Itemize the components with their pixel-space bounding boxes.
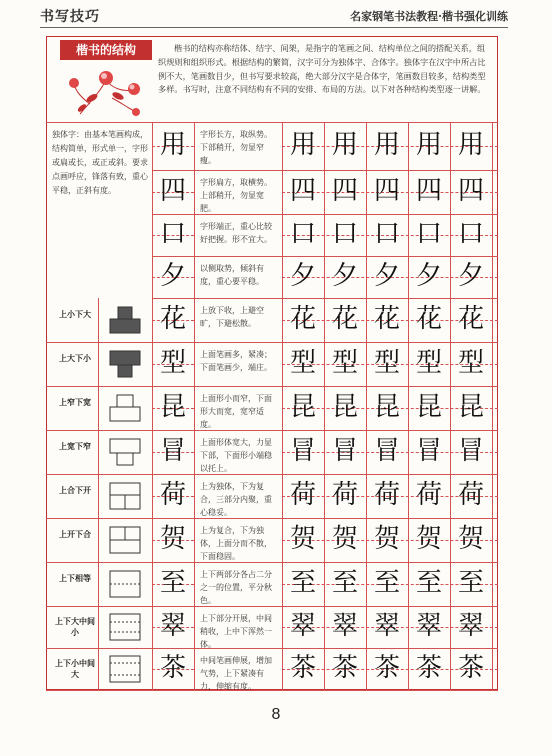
row-rule bbox=[152, 170, 498, 171]
practice-character: 夕 bbox=[415, 261, 442, 291]
structure-diagram-icon bbox=[108, 349, 142, 379]
structure-type-label: 上小下大 bbox=[59, 309, 91, 319]
structure-diagram-icon bbox=[108, 612, 142, 642]
practice-character: 贺 bbox=[457, 524, 484, 554]
practice-character: 荷 bbox=[331, 480, 358, 510]
structure-diagram-icon bbox=[108, 525, 142, 555]
practice-character: 至 bbox=[457, 568, 484, 598]
model-character: 型 bbox=[159, 348, 186, 378]
practice-character: 夕 bbox=[373, 261, 400, 291]
practice-character: 花 bbox=[331, 304, 358, 334]
practice-character: 冒 bbox=[373, 436, 400, 466]
practice-character: 夕 bbox=[289, 261, 316, 291]
practice-character: 用 bbox=[457, 130, 484, 160]
practice-character: 贺 bbox=[415, 524, 442, 554]
structure-type-label: 上下小中间大 bbox=[55, 658, 95, 679]
structure-description: 中间笔画伸展，增加气势，上下紧凑有力，伸缩有度。 bbox=[200, 656, 272, 691]
model-character: 花 bbox=[159, 304, 186, 334]
model-character: 贺 bbox=[159, 524, 186, 554]
practice-character: 用 bbox=[415, 130, 442, 160]
structure-description: 上下部分开展，中间稍收，上中下浑然一体。 bbox=[200, 614, 272, 649]
structure-diagram-icon bbox=[108, 305, 142, 335]
structure-description: 上面形小而窄，下面形大而宽，宽窄适度。 bbox=[200, 394, 272, 429]
column-rule bbox=[492, 122, 493, 690]
practice-character: 四 bbox=[457, 176, 484, 206]
structure-diagram-icon bbox=[108, 393, 142, 423]
structure-type-label: 上开下合 bbox=[59, 529, 91, 539]
practice-character: 型 bbox=[415, 348, 442, 378]
practice-character: 夕 bbox=[331, 261, 358, 291]
structure-type-label: 上宽下窄 bbox=[59, 441, 91, 451]
practice-character: 贺 bbox=[331, 524, 358, 554]
practice-character: 翠 bbox=[457, 611, 484, 641]
practice-character: 花 bbox=[373, 304, 400, 334]
flower-illustration bbox=[60, 62, 152, 120]
practice-character: 花 bbox=[415, 304, 442, 334]
practice-character: 型 bbox=[373, 348, 400, 378]
header-book-title: 名家钢笔书法教程·楷书强化训练 bbox=[350, 10, 508, 23]
practice-character: 冒 bbox=[331, 436, 358, 466]
practice-character: 至 bbox=[415, 568, 442, 598]
section-title: 楷书的结构 bbox=[60, 40, 152, 60]
structure-type-label: 上大下小 bbox=[59, 353, 91, 363]
practice-character: 夕 bbox=[457, 261, 484, 291]
structure-type-label: 上下大中间小 bbox=[55, 616, 95, 637]
page-number: 8 bbox=[271, 706, 281, 723]
model-character: 四 bbox=[159, 176, 186, 206]
structure-description: 上为独体，下为复合，三部分内聚，重心稳妥。 bbox=[200, 482, 272, 517]
practice-character: 用 bbox=[331, 130, 358, 160]
practice-character: 型 bbox=[457, 348, 484, 378]
practice-character: 贺 bbox=[373, 524, 400, 554]
structure-description: 上面形体宽大，力显下部，下面形小端稳以托上。 bbox=[200, 438, 272, 473]
practice-character: 昆 bbox=[415, 392, 442, 422]
practice-character: 至 bbox=[373, 568, 400, 598]
practice-character: 荷 bbox=[415, 480, 442, 510]
row-rule bbox=[46, 386, 498, 387]
practice-character: 翠 bbox=[289, 611, 316, 641]
practice-character: 冒 bbox=[457, 436, 484, 466]
practice-character: 花 bbox=[457, 304, 484, 334]
structure-diagram-icon bbox=[108, 654, 142, 684]
structure-diagram-icon bbox=[108, 569, 142, 599]
practice-character: 荷 bbox=[373, 480, 400, 510]
column-rule bbox=[194, 122, 195, 690]
practice-character: 花 bbox=[289, 304, 316, 334]
structure-description: 以侧取势，倾斜有度，重心要平稳。 bbox=[200, 264, 264, 286]
independent-structure-note: 独体字：由基本笔画构成，结构简单，形式单一，字形或扁或长，或正或斜。要求点画呼应，锋落有致，重心平稳，正斜有度。 bbox=[52, 130, 148, 195]
practice-character: 冒 bbox=[289, 436, 316, 466]
practice-character: 口 bbox=[289, 219, 316, 249]
structure-type-label: 上下相等 bbox=[59, 573, 91, 583]
column-rule bbox=[98, 298, 99, 690]
intro-paragraph: 楷书的结构亦称结体、结字、间架，是指字的笔画之间、结构单位之间的搭配关系，组织规则和组织形式。根据结构的繁简，汉字可分为独体字、合体字。独体字在汉字中所占比例不大，笔画数目少，但书写要求较高，绝大部分汉字是合体字，笔画数目较多，结构类型多样。书写时，注意不同结构有不同的安排、布局的方法。以下对各种结构类型逐一讲解。 bbox=[158, 43, 486, 95]
row-rule bbox=[46, 342, 498, 343]
practice-character: 用 bbox=[373, 130, 400, 160]
structure-diagram-icon bbox=[108, 481, 142, 511]
practice-character: 四 bbox=[415, 176, 442, 206]
practice-character: 昆 bbox=[457, 392, 484, 422]
practice-character: 型 bbox=[289, 348, 316, 378]
row-rule bbox=[152, 298, 498, 299]
practice-character: 口 bbox=[331, 219, 358, 249]
practice-character: 茶 bbox=[289, 653, 316, 683]
model-character: 夕 bbox=[159, 261, 186, 291]
model-character: 口 bbox=[159, 219, 186, 249]
structure-description: 字形长方，取纵势。下部稍开，勿显窄瘦。 bbox=[200, 130, 272, 165]
structure-description: 字形扁方，取横势。上部稍开，勿显宽肥。 bbox=[200, 178, 272, 213]
practice-character: 至 bbox=[289, 568, 316, 598]
practice-character: 荷 bbox=[289, 480, 316, 510]
header-rule bbox=[40, 27, 508, 28]
page-header bbox=[0, 0, 552, 28]
practice-character: 茶 bbox=[415, 653, 442, 683]
practice-character: 四 bbox=[373, 176, 400, 206]
model-character: 昆 bbox=[159, 392, 186, 422]
model-character: 荷 bbox=[159, 480, 186, 510]
practice-character: 型 bbox=[331, 348, 358, 378]
structure-description: 上下两部分各占二分之一的位置，平分秋色。 bbox=[200, 570, 272, 605]
practice-character: 口 bbox=[415, 219, 442, 249]
practice-character: 用 bbox=[289, 130, 316, 160]
model-character: 茶 bbox=[159, 653, 186, 683]
practice-character: 昆 bbox=[289, 392, 316, 422]
practice-character: 荷 bbox=[457, 480, 484, 510]
practice-character: 口 bbox=[373, 219, 400, 249]
model-character: 至 bbox=[159, 568, 186, 598]
practice-character: 茶 bbox=[331, 653, 358, 683]
row-rule bbox=[152, 256, 498, 257]
practice-character: 昆 bbox=[331, 392, 358, 422]
practice-character: 四 bbox=[331, 176, 358, 206]
model-character: 冒 bbox=[159, 436, 186, 466]
practice-character: 茶 bbox=[373, 653, 400, 683]
practice-character: 冒 bbox=[415, 436, 442, 466]
row-rule bbox=[46, 122, 498, 123]
structure-description: 字形端正，重心比较好把握。形不宜大。 bbox=[200, 222, 272, 244]
structure-description: 上为复合，下为独体，上面分而不散，下面稳固。 bbox=[200, 526, 272, 561]
structure-type-label: 上合下开 bbox=[59, 485, 91, 495]
structure-type-label: 上窄下宽 bbox=[59, 397, 91, 407]
practice-character: 口 bbox=[457, 219, 484, 249]
structure-diagram-icon bbox=[108, 437, 142, 467]
practice-character: 茶 bbox=[457, 653, 484, 683]
model-character: 用 bbox=[159, 130, 186, 160]
model-character: 翠 bbox=[159, 611, 186, 641]
structure-description: 上放下收，上避空旷，下避松散。 bbox=[200, 306, 264, 328]
practice-character: 翠 bbox=[415, 611, 442, 641]
practice-character: 昆 bbox=[373, 392, 400, 422]
header-section-title: 书写技巧 bbox=[40, 9, 100, 25]
practice-character: 翠 bbox=[331, 611, 358, 641]
practice-character: 四 bbox=[289, 176, 316, 206]
practice-character: 贺 bbox=[289, 524, 316, 554]
practice-character: 至 bbox=[331, 568, 358, 598]
structure-description: 上面笔画多，紧凑；下面笔画少，端庄。 bbox=[200, 350, 272, 372]
practice-character: 翠 bbox=[373, 611, 400, 641]
